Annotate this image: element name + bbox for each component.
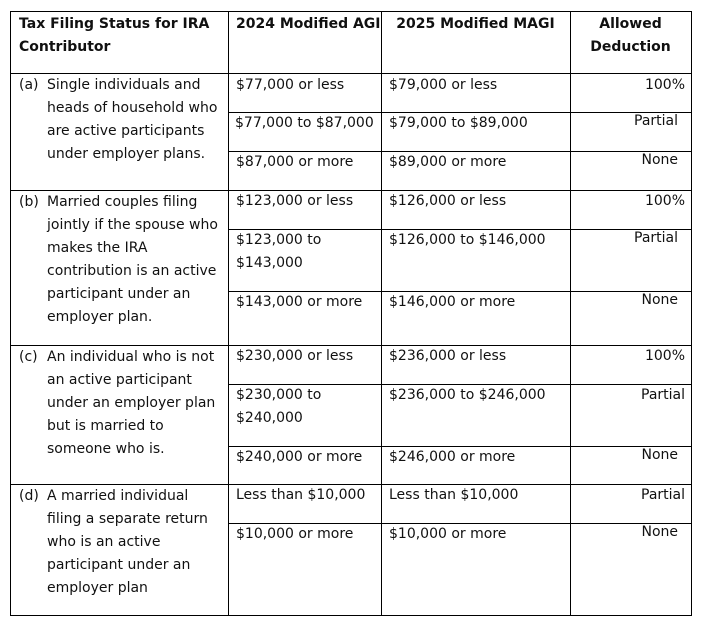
- agi-2024-cell: $230,000 or less: [236, 348, 354, 364]
- desc-line: who is an active: [47, 534, 161, 550]
- deduction-cell: Partial: [634, 230, 678, 246]
- magi-2025-cell: $10,000 or more: [389, 526, 507, 542]
- header-allowed-deduction: [570, 12, 691, 73]
- status-label: (c): [19, 349, 38, 365]
- agi-2024-cell: [228, 384, 381, 430]
- deduction-cell: None: [641, 524, 678, 540]
- desc-line: filing a separate return: [47, 511, 208, 527]
- agi-2024-cell: $77,000 or less: [236, 77, 345, 93]
- deduction-cell: None: [641, 152, 678, 168]
- magi-2025-cell: $146,000 or more: [389, 294, 516, 310]
- desc-line: A married individual: [47, 488, 189, 504]
- header-line: Contributor: [19, 39, 111, 55]
- value-line: $240,000: [236, 410, 303, 426]
- desc-line: An individual who is not: [47, 349, 215, 365]
- desc-line: heads of household who: [47, 100, 218, 116]
- magi-2025-cell: Less than $10,000: [389, 487, 519, 503]
- desc-line: but is married to: [47, 418, 164, 434]
- desc-line: an active participant: [47, 372, 192, 388]
- agi-2024-cell: $77,000 to $87,000: [235, 115, 374, 131]
- desc-line: participant under an: [47, 557, 191, 573]
- magi-2025-cell: $79,000 or less: [389, 77, 498, 93]
- desc-line: under employer plans.: [47, 146, 206, 162]
- desc-line: are active participants: [47, 123, 205, 139]
- status-label: (b): [19, 194, 39, 210]
- agi-2024-cell: $10,000 or more: [236, 526, 354, 542]
- status-description: [47, 74, 228, 190]
- desc-line: Single individuals and: [47, 77, 201, 93]
- filing-status-a: [11, 73, 228, 190]
- magi-2025-cell: $126,000 to $146,000: [389, 232, 546, 248]
- magi-2025-cell: $126,000 or less: [389, 193, 507, 209]
- deduction-cell: 100%: [644, 348, 685, 364]
- magi-2025-cell: $246,000 or more: [389, 449, 516, 465]
- header-2025-magi: 2025 Modified MAGI: [396, 16, 555, 32]
- desc-line: employer plan: [47, 580, 148, 596]
- desc-line: makes the IRA: [47, 240, 148, 256]
- status-description: [47, 346, 228, 484]
- header-filing-status: [11, 12, 228, 73]
- header-line: Tax Filing Status for IRA: [19, 16, 210, 32]
- filing-status-d: [11, 484, 228, 616]
- filing-status-b: [11, 190, 228, 345]
- desc-line: contribution is an active: [47, 263, 217, 279]
- agi-2024-cell: $143,000 or more: [236, 294, 363, 310]
- agi-2024-cell: [228, 229, 381, 275]
- value-line: $143,000: [236, 255, 303, 271]
- deduction-cell: Partial: [641, 387, 685, 403]
- agi-2024-cell: $123,000 or less: [236, 193, 354, 209]
- deduction-cell: None: [641, 447, 678, 463]
- magi-2025-cell: $236,000 to $246,000: [389, 387, 546, 403]
- magi-2025-cell: $89,000 or more: [389, 154, 507, 170]
- agi-2024-cell: $240,000 or more: [236, 449, 363, 465]
- ira-deduction-table: [10, 11, 692, 616]
- desc-line: employer plan.: [47, 309, 153, 325]
- status-label: (a): [19, 77, 39, 93]
- header-line: Allowed: [599, 16, 662, 32]
- desc-line: under an employer plan: [47, 395, 216, 411]
- desc-line: Married couples filing: [47, 194, 198, 210]
- value-line: $123,000 to: [236, 232, 322, 248]
- status-description: [47, 191, 228, 345]
- status-label: (d): [19, 488, 39, 504]
- filing-status-c: [11, 345, 228, 484]
- agi-2024-cell: $87,000 or more: [236, 154, 354, 170]
- header-line: Deduction: [590, 39, 671, 55]
- deduction-cell: 100%: [644, 77, 685, 93]
- status-description: [47, 485, 228, 616]
- agi-2024-cell: Less than $10,000: [236, 487, 366, 503]
- deduction-cell: Partial: [641, 487, 685, 503]
- magi-2025-cell: $236,000 or less: [389, 348, 507, 364]
- header-2024-agi: 2024 Modified AGI: [236, 16, 381, 32]
- value-line: $230,000 to: [236, 387, 322, 403]
- desc-line: someone who is.: [47, 441, 165, 457]
- desc-line: participant under an: [47, 286, 191, 302]
- magi-2025-cell: $79,000 to $89,000: [389, 115, 528, 131]
- desc-line: jointly if the spouse who: [47, 217, 218, 233]
- deduction-cell: 100%: [644, 193, 685, 209]
- deduction-cell: None: [641, 292, 678, 308]
- deduction-cell: Partial: [634, 113, 678, 129]
